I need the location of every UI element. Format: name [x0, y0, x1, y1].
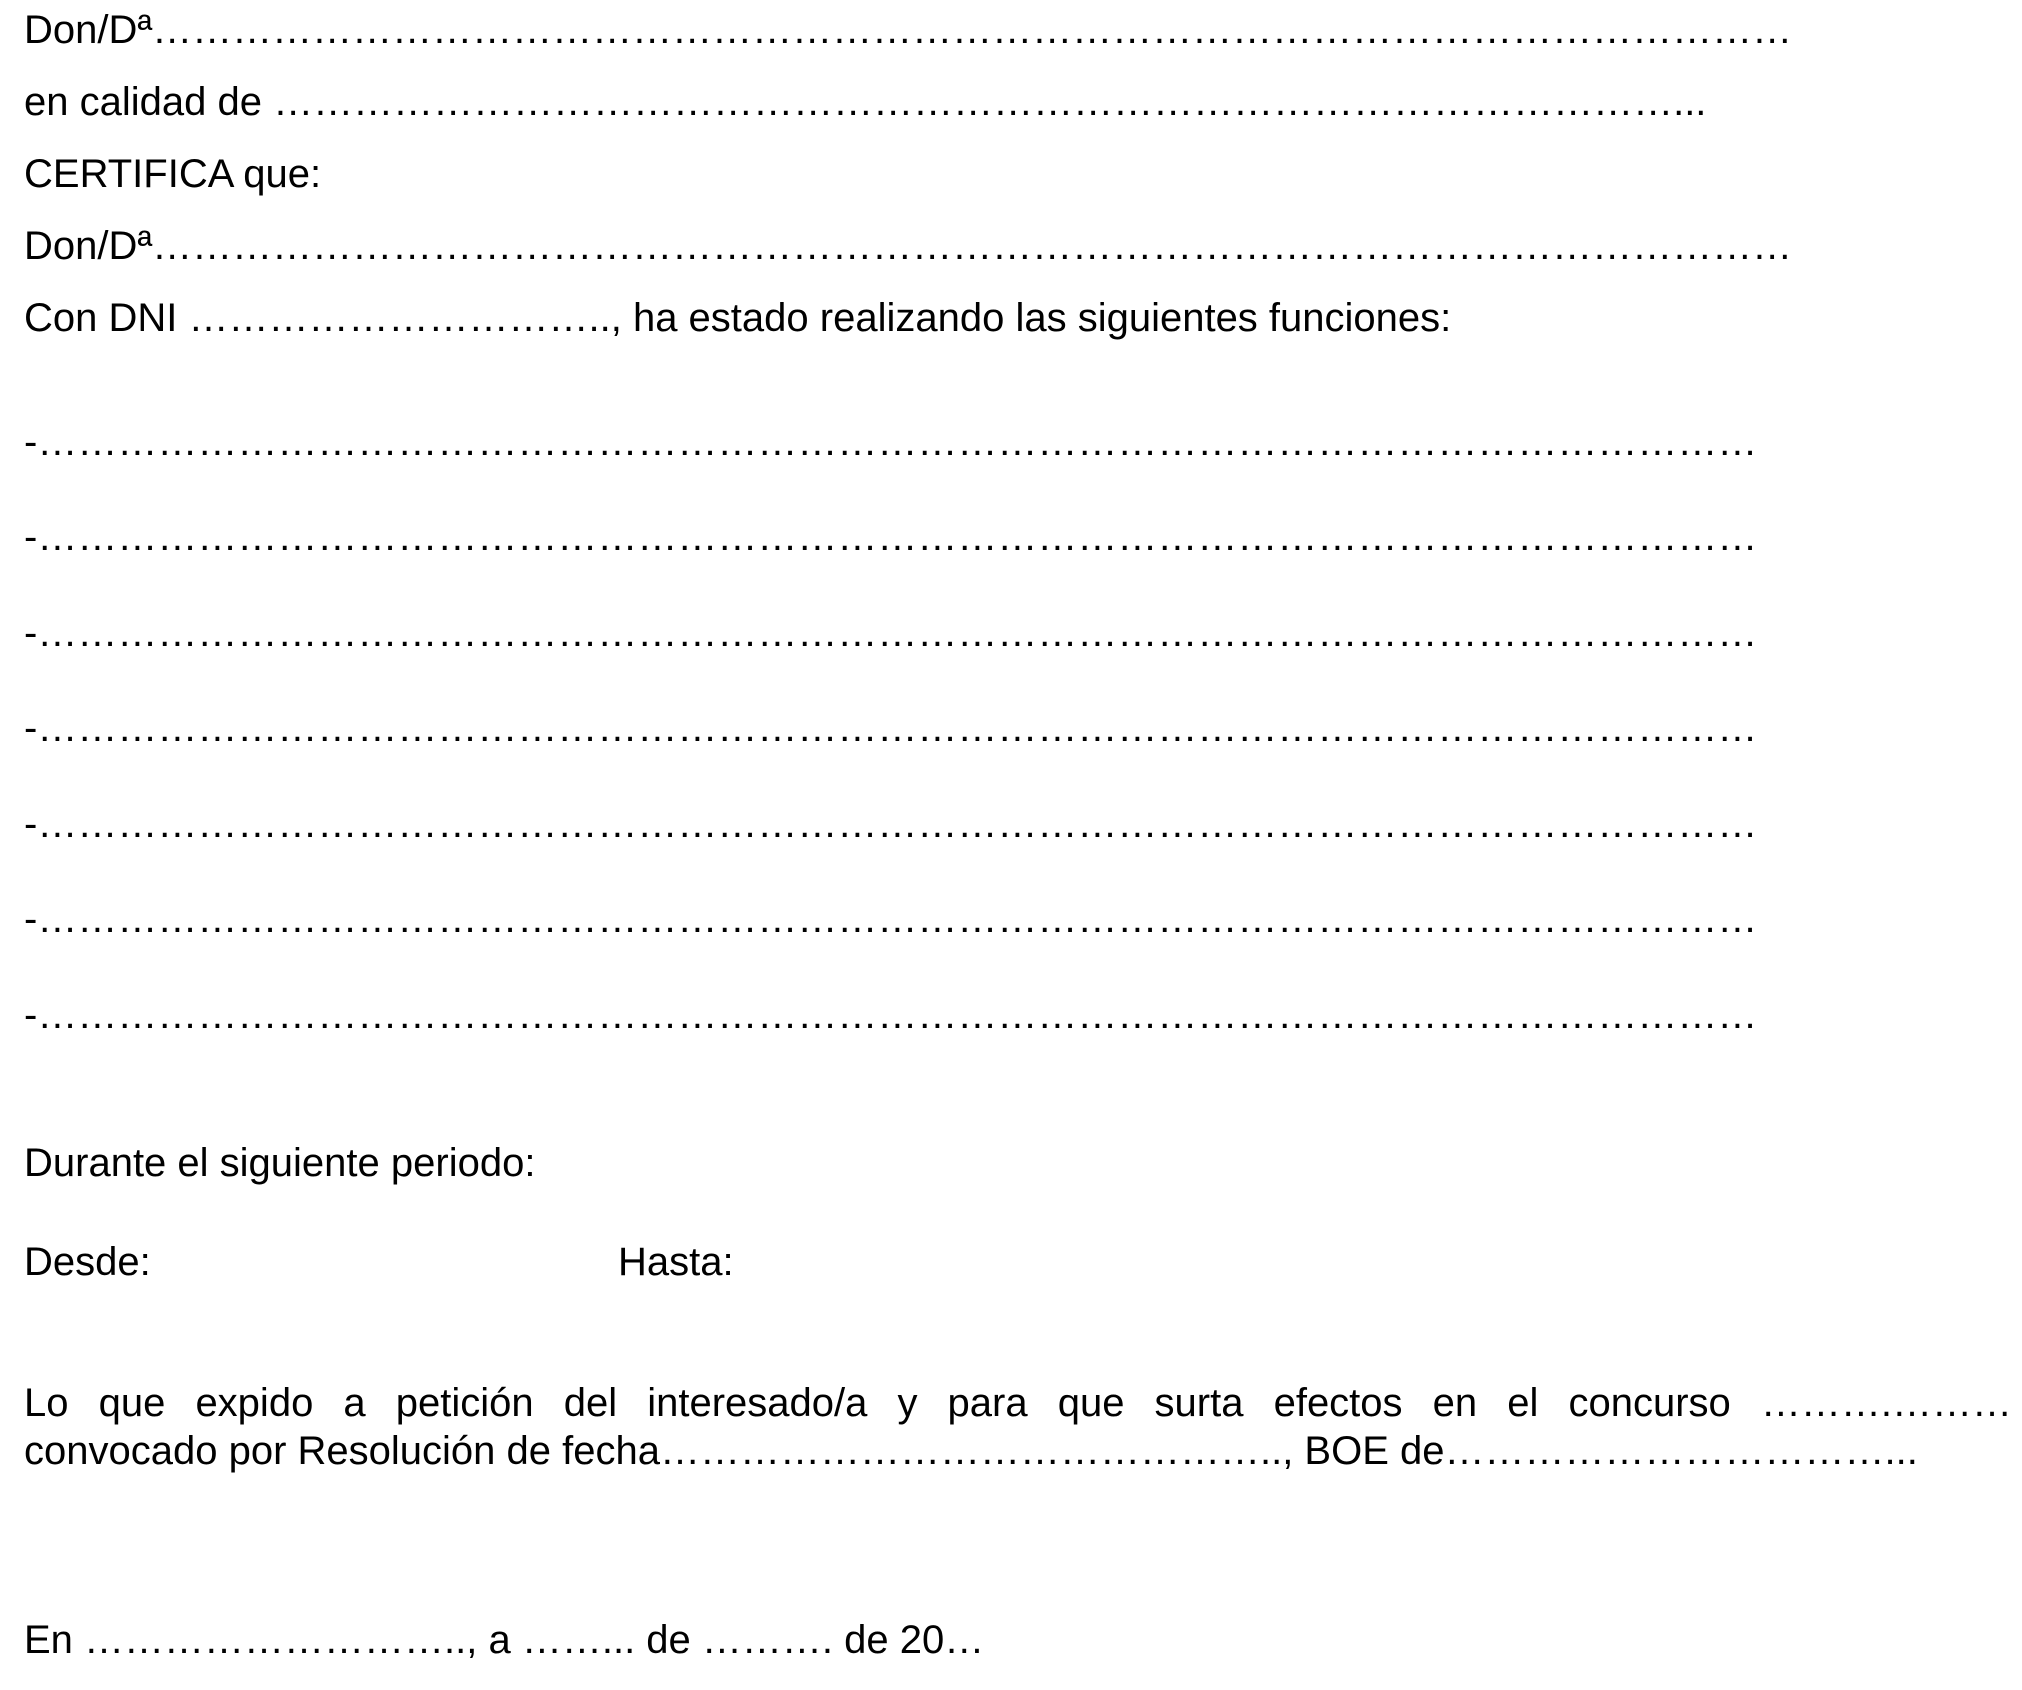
- statement-word: efectos: [1273, 1381, 1403, 1425]
- period-intro: Durante el siguiente periodo:: [24, 1141, 536, 1185]
- function-line-6: -…………………………………………………………………………………………………………………: [24, 897, 1758, 941]
- function-line-5: -…………………………………………………………………………………………………………………: [24, 802, 1758, 846]
- statement-word: ……….………: [1760, 1381, 2012, 1425]
- calidad-line: en calidad de ……………………………………………………………………………………………...: [24, 80, 1707, 124]
- function-line-3: -…………………………………………………………………………………………………………………: [24, 611, 1758, 655]
- statement-word: Lo: [24, 1381, 69, 1425]
- statement-word: que: [1057, 1381, 1125, 1425]
- function-line-7: -…………………………………………………………………………………………………………………: [24, 993, 1758, 1037]
- dni-line: Con DNI ………………………….., ha estado realizando las siguientes funciones:: [24, 296, 1452, 340]
- function-line-1: -…………………………………………………………………………………………………………………: [24, 420, 1758, 464]
- statement-line-1: [24, 1379, 2012, 1427]
- statement-word: surta: [1154, 1381, 1244, 1425]
- statement-word: expido: [195, 1381, 314, 1425]
- statement-word: concurso: [1568, 1381, 1731, 1425]
- statement-word: el: [1507, 1381, 1539, 1425]
- desde-label: Desde:: [24, 1240, 151, 1284]
- don-line-2: Don/Dª……………………………………………………………………………………………………………: [24, 224, 1793, 268]
- statement-word: y: [897, 1381, 918, 1425]
- statement-word: interesado/a: [647, 1381, 868, 1425]
- hasta-label: Hasta:: [618, 1240, 734, 1284]
- don-line-1: Don/Dª……………………………………………………………………………………………………………: [24, 8, 1793, 52]
- statement-word: que: [98, 1381, 166, 1425]
- function-line-4: -…………………………………………………………………………………………………………………: [24, 706, 1758, 750]
- place-date-line: En ……………………….., a ……... de ………. de 20…: [24, 1618, 985, 1662]
- statement-word: en: [1432, 1381, 1478, 1425]
- statement-word: a: [343, 1381, 366, 1425]
- statement-word: para: [947, 1381, 1028, 1425]
- statement-line-2: convocado por Resolución de fecha……………………………………….., BOE de……………………………...: [24, 1429, 1918, 1473]
- certifica-line: CERTIFICA que:: [24, 152, 322, 196]
- statement-word: petición: [395, 1381, 534, 1425]
- function-line-2: -…………………………………………………………………………………………………………………: [24, 515, 1758, 559]
- statement-paragraph: [24, 1379, 2012, 1475]
- statement-word: del: [563, 1381, 618, 1425]
